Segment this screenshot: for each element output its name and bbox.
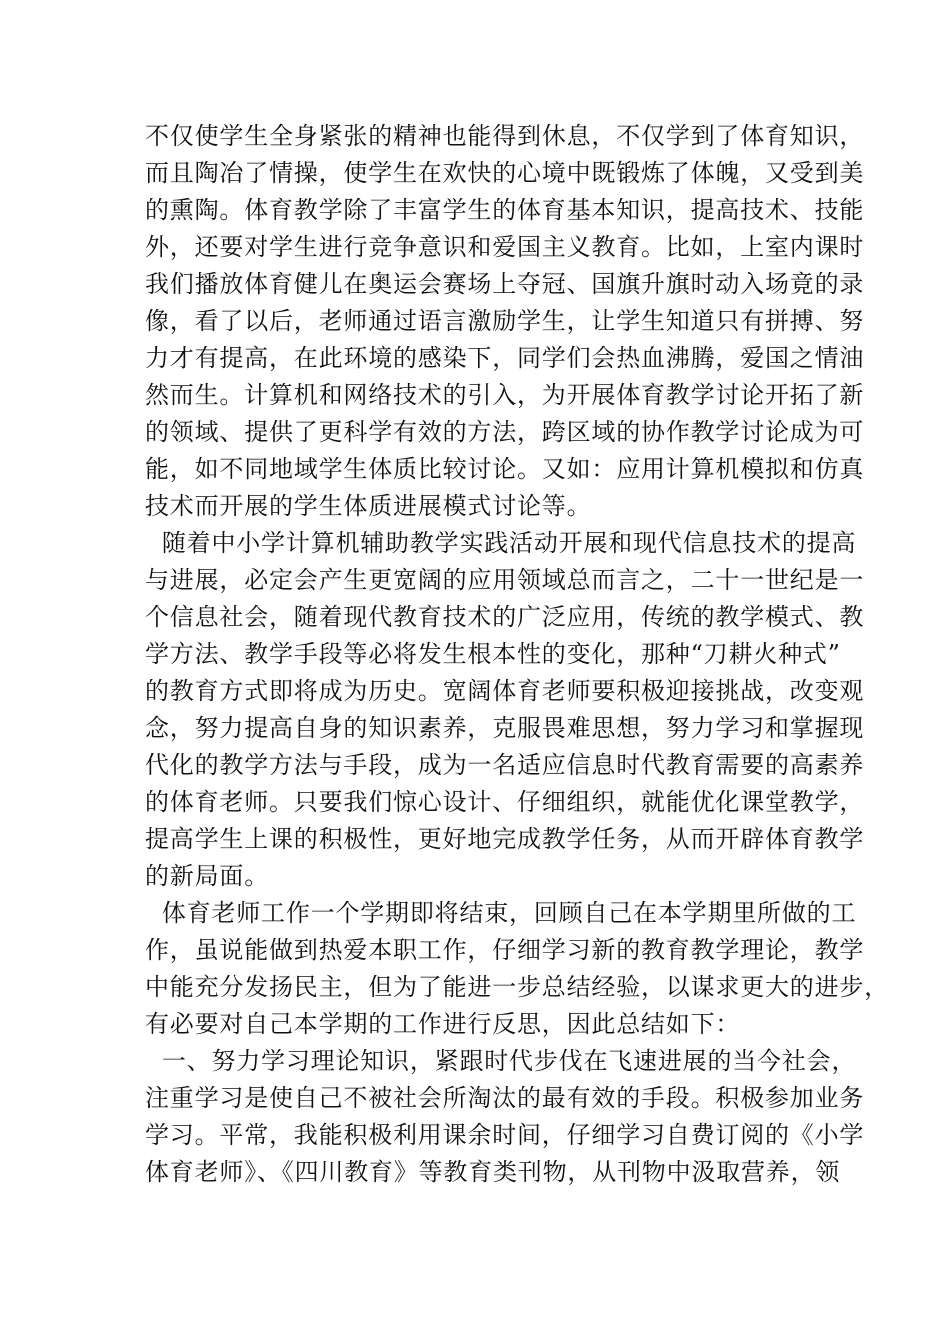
text-line: 与进展，必定会产生更宽阔的应用领域总而言之，二十一世纪是一 bbox=[145, 566, 865, 594]
document-body bbox=[145, 118, 889, 1191]
text-line: 作，虽说能做到热爱本职工作，仔细学习新的教育教学理论，教学 bbox=[145, 936, 865, 964]
text-line: 而且陶冶了情操，使学生在欢快的心境中既锻炼了体魄，又受到美 bbox=[145, 159, 865, 187]
text-line: 中能充分发扬民主，但为了能进一步总结经验，以谋求更大的进步， bbox=[145, 973, 889, 1001]
text-line: 的熏陶。体育教学除了丰富学生的体育基本知识，提高技术、技能 bbox=[145, 196, 865, 224]
text-line: 一、努力学习理论知识，紧跟时代步伐在飞速进展的当今社会， bbox=[145, 1047, 857, 1075]
text-line: 随着中小学计算机辅助教学实践活动开展和现代信息技术的提高 bbox=[145, 529, 857, 557]
text-line: 体育老师》、《四川教育》等教育类刊物，从刊物中汲取营养，领 bbox=[145, 1158, 841, 1186]
text-line: 的新局面。 bbox=[145, 862, 269, 890]
text-line: 学方法、教学手段等必将发生根本性的变化，那种“刀耕火种式” bbox=[145, 640, 841, 668]
text-line: 技术而开展的学生体质进展模式讨论等。 bbox=[145, 492, 592, 520]
text-line: 能，如不同地域学生体质比较讨论。又如：应用计算机模拟和仿真 bbox=[145, 455, 865, 483]
text-line: 个信息社会，随着现代教育技术的广泛应用，传统的教学模式、教 bbox=[145, 603, 865, 631]
text-line: 提高学生上课的积极性，更好地完成教学任务，从而开辟体育教学 bbox=[145, 825, 865, 853]
text-line: 像，看了以后，老师通过语言激励学生，让学生知道只有拼搏、努 bbox=[145, 307, 865, 335]
text-line: 我们播放体育健儿在奥运会赛场上夺冠、国旗升旗时动入场竟的录 bbox=[145, 270, 865, 298]
text-line: 体育老师工作一个学期即将结束，回顾自己在本学期里所做的工 bbox=[145, 899, 857, 927]
text-line: 力才有提高，在此环境的感染下，同学们会热血沸腾，爱国之情油 bbox=[145, 344, 865, 372]
text-line: 注重学习是使自己不被社会所淘汰的最有效的手段。积极参加业务 bbox=[145, 1084, 865, 1112]
text-line: 有必要对自己本学期的工作进行反思，因此总结如下： bbox=[145, 1010, 741, 1038]
text-line: 念，努力提高自身的知识素养，克服畏难思想，努力学习和掌握现 bbox=[145, 714, 865, 742]
text-line: 外，还要对学生进行竞争意识和爱国主义教育。比如，上室内课时 bbox=[145, 233, 865, 261]
text-line: 然而生。计算机和网络技术的引入，为开展体育教学讨论开拓了新 bbox=[145, 381, 865, 409]
text-line: 的教育方式即将成为历史。宽阔体育老师要积极迎接挑战，改变观 bbox=[145, 677, 865, 705]
text-line: 不仅使学生全身紧张的精神也能得到休息，不仅学到了体育知识， bbox=[145, 122, 865, 150]
text-line: 的领域、提供了更科学有效的方法，跨区域的协作教学讨论成为可 bbox=[145, 418, 865, 446]
text-line: 的体育老师。只要我们惊心设计、仔细组织，就能优化课堂教学， bbox=[145, 788, 865, 816]
text-line: 代化的教学方法与手段，成为一名适应信息时代教育需要的高素养 bbox=[145, 751, 865, 779]
text-line: 学习。平常，我能积极利用课余时间，仔细学习自费订阅的《小学 bbox=[145, 1121, 865, 1149]
